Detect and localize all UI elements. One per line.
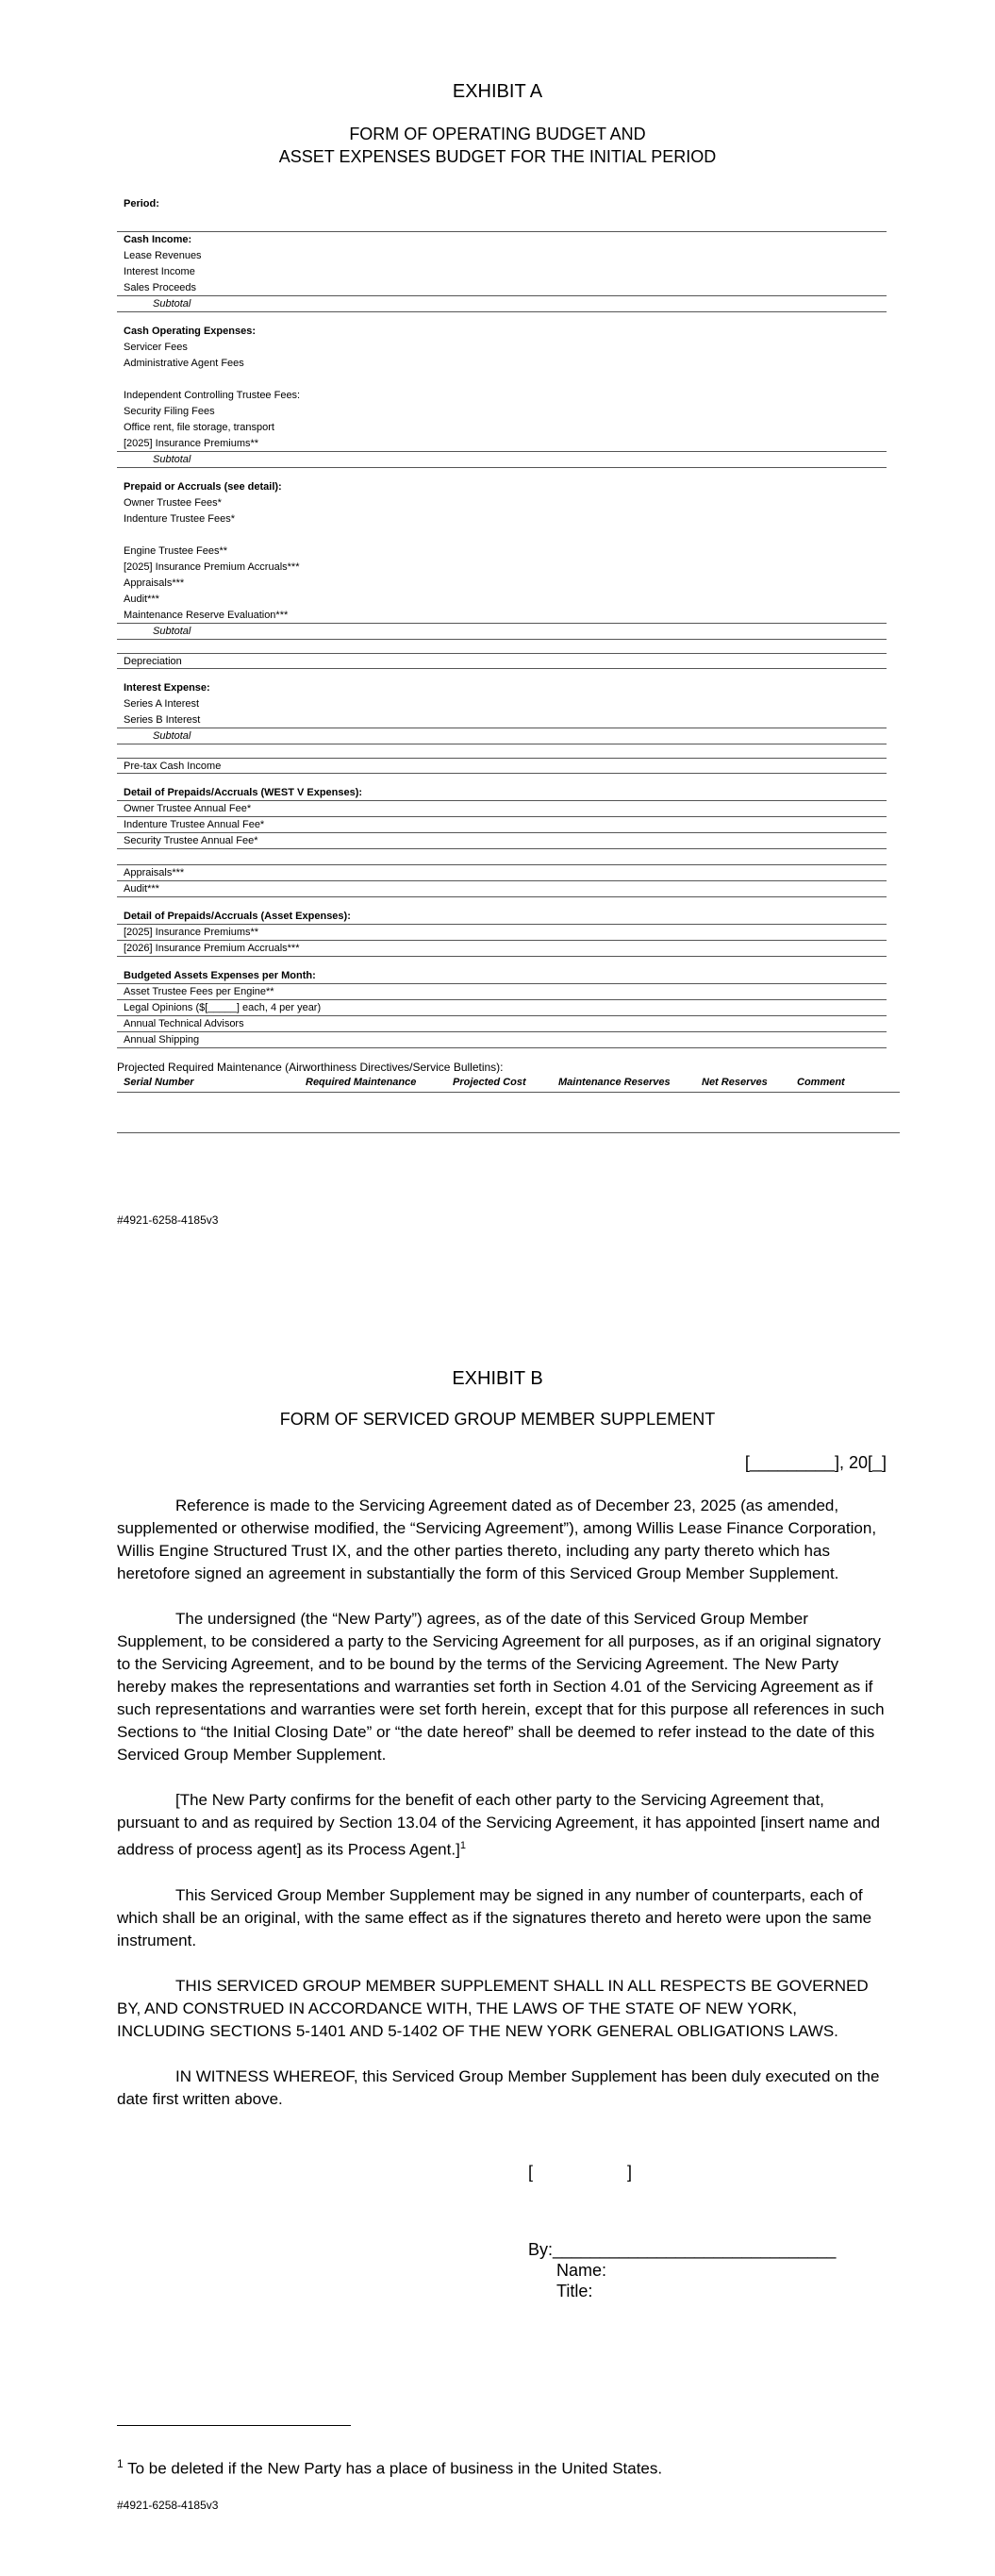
footnote-ref: 1	[459, 1840, 466, 1851]
document-id: #4921-6258-4185v3	[117, 1213, 219, 1227]
table-row: Owner Trustee Annual Fee*	[117, 801, 887, 817]
paragraph-process-agent	[117, 1789, 887, 1862]
table-row: Engine Trustee Fees**	[124, 545, 228, 557]
table-row: Indenture Trustee Annual Fee*	[117, 817, 887, 833]
exhibit-b-subtitle: FORM OF SERVICED GROUP MEMBER SUPPLEMENT	[279, 1410, 716, 1429]
table-row: Series A Interest	[124, 698, 200, 710]
signature-by-line: By:______________________________	[528, 2240, 837, 2259]
footnote	[117, 2457, 662, 2479]
exhibit-a-title: EXHIBIT A	[452, 81, 543, 102]
supplement-body	[117, 1495, 887, 2133]
header-rule	[117, 1092, 900, 1093]
table-row: Sales Proceeds	[117, 280, 887, 296]
footnote-number: 1	[117, 2457, 124, 2470]
table-row: Appraisals***	[124, 577, 185, 589]
table-row: Lease Revenues	[124, 250, 202, 261]
table-row: Series B Interest	[117, 712, 887, 728]
table-row: Audit***	[117, 881, 887, 897]
paragraph-reference: Reference is made to the Servicing Agreement dated as of December 23, 2025 (as amended, supplemented or otherwise modified, the “Servicing Agreement”), among Willis Lease Finance Corporation, Willis Engine Structured Trust IX, and the other parties thereto, including any party thereto which has heretofore signed an agreement in substantially the form of this Serviced Group Member Supplement.	[117, 1497, 877, 1582]
section-heading: Detail of Prepaids/Accruals (WEST V Expenses):	[117, 785, 887, 801]
column-maintenance-reserves: Maintenance Reserves	[558, 1077, 671, 1088]
table-row: Maintenance Reserve Evaluation***	[117, 608, 887, 624]
subtotal-row: Subtotal	[117, 452, 887, 468]
section-heading: Prepaid or Accruals (see detail):	[124, 481, 282, 493]
signature-name-label: Name:	[556, 2261, 607, 2280]
paragraph-governing-law: THIS SERVICED GROUP MEMBER SUPPLEMENT SHALL IN ALL RESPECTS BE GOVERNED BY, AND CONSTRUED IN ACCORDANCE WITH, THE LAWS OF THE STATE OF NEW YORK, INCLUDING SECTIONS 5-1401 AND 5-1402 OF THE NEW YORK GENERAL OBLIGATIONS LAWS.	[117, 1976, 869, 2040]
pretax-cash-income-row: Pre-tax Cash Income	[117, 758, 887, 774]
table-row: Security Filing Fees	[124, 406, 215, 417]
table-end-rule	[117, 1132, 900, 1133]
exhibit-a-subtitle-1: FORM OF OPERATING BUDGET AND	[349, 125, 646, 143]
signature-title-label: Title:	[556, 2282, 593, 2300]
table-row: Administrative Agent Fees	[124, 358, 244, 369]
table-row: Appraisals***	[117, 865, 887, 881]
date-line: [_________], 20[_]	[744, 1453, 887, 1472]
section-heading: Budgeted Assets Expenses per Month:	[117, 968, 887, 984]
table-row: [2025] Insurance Premium Accruals***	[124, 561, 300, 573]
table-row: Asset Trustee Fees per Engine**	[117, 984, 887, 1000]
column-required-maintenance: Required Maintenance	[306, 1077, 417, 1088]
blank-row	[117, 849, 887, 865]
table-row: [2025] Insurance Premiums**	[117, 925, 887, 941]
period-label: Period:	[124, 198, 159, 209]
paragraph-witness: IN WITNESS WHEREOF, this Serviced Group Member Supplement has been duly executed on the date first written above.	[117, 2066, 880, 2108]
table-row: Indenture Trustee Fees*	[124, 513, 236, 525]
column-net-reserves: Net Reserves	[702, 1077, 768, 1088]
table-row: Owner Trustee Fees*	[124, 497, 222, 509]
document-id: #4921-6258-4185v3	[117, 2499, 219, 2512]
party-name-bracket: [ ]	[528, 2163, 633, 2182]
maintenance-title: Projected Required Maintenance (Airworthiness Directives/Service Bulletins):	[117, 1061, 504, 1074]
section-heading: Interest Expense:	[124, 682, 210, 694]
column-projected-cost: Projected Cost	[453, 1077, 526, 1088]
process-agent-text: [The New Party confirms for the benefit of each other party to the Servicing Agreement that, pursuant to and as required by Section 13.04 of the Servicing Agreement, it has appointed [insert name and address of process agent] as its Process Agent.]	[117, 1791, 880, 1859]
table-row: Security Trustee Annual Fee*	[117, 833, 887, 849]
table-row: Annual Shipping	[117, 1032, 887, 1048]
table-row: Servicer Fees	[124, 342, 188, 353]
footnote-text: To be deleted if the New Party has a place of business in the United States.	[123, 2459, 663, 2478]
table-row: Annual Technical Advisors	[117, 1016, 887, 1032]
table-row: [2026] Insurance Premium Accruals***	[117, 941, 887, 957]
exhibit-a-subtitle-2: ASSET EXPENSES BUDGET FOR THE INITIAL PERIOD	[278, 147, 717, 166]
table-row: Independent Controlling Trustee Fees:	[124, 390, 301, 401]
column-comment: Comment	[797, 1077, 845, 1088]
section-heading: Detail of Prepaids/Accruals (Asset Expenses):	[117, 909, 887, 925]
subtotal-row: Subtotal	[117, 296, 887, 312]
footnote-separator	[117, 2425, 351, 2426]
depreciation-row: Depreciation	[117, 653, 887, 669]
paragraph-counterparts: This Serviced Group Member Supplement may be signed in any number of counterparts, each of which shall be an original, with the same effect as if the signatures thereto and hereto were upon the same instrument.	[117, 1885, 872, 1949]
table-row: Office rent, file storage, transport	[124, 422, 274, 433]
section-heading: Cash Operating Expenses:	[124, 326, 256, 337]
table-row: [2025] Insurance Premiums**	[117, 436, 887, 452]
section-heading: Cash Income:	[124, 234, 192, 245]
table-row: Audit***	[124, 594, 159, 605]
budget-table	[117, 231, 887, 1048]
subtotal-row: Subtotal	[117, 728, 887, 744]
paragraph-new-party: The undersigned (the “New Party”) agrees, as of the date of this Serviced Group Member Supplement, to be considered a party to the Servicing Agreement for all purposes, as if an original signatory to the Servicing Agreement, and to be bound by the terms of the Servicing Agreement. The New Party hereby makes the representations and warranties set forth in Section 4.01 of the Servicing Agreement as if such representations and warranties were set forth herein, except that for this purpose all references in such Sections to “the Initial Closing Date” or “the date hereof” shall be deemed to refer instead to the date of this Serviced Group Member Supplement.	[117, 1610, 885, 1764]
exhibit-b-title: EXHIBIT B	[452, 1368, 543, 1389]
column-serial-number: Serial Number	[124, 1077, 194, 1088]
table-row: Legal Opinions ($[_____] each, 4 per year)	[117, 1000, 887, 1016]
table-row: Interest Income	[124, 266, 195, 277]
subtotal-row: Subtotal	[117, 624, 887, 640]
